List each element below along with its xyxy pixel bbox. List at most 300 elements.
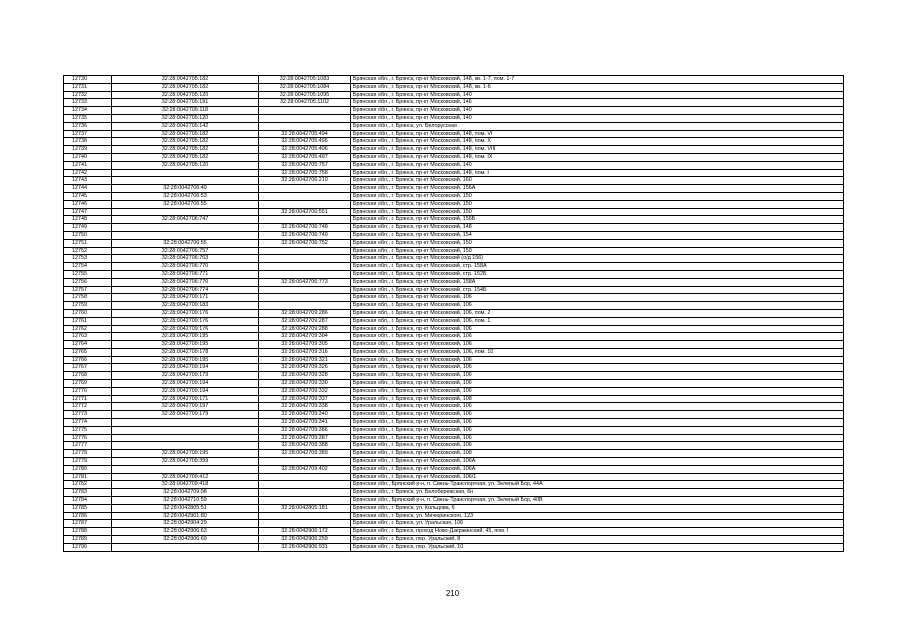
parcel-number-cell: 32:28:0042904:29 (112, 520, 259, 528)
address-cell: Брянская обл., г. Брянск, пр-кт Московский, 140 (351, 91, 844, 99)
row-number-cell: 12763 (64, 333, 112, 341)
table-row (64, 216, 844, 224)
object-number-cell: 32:28:0042706:748 (259, 224, 351, 232)
object-number-cell (259, 473, 351, 481)
object-number-cell: 32:28:0042706:752 (259, 239, 351, 247)
address-cell: Брянская обл., г. Брянск, пр-кт Московский, 106 (351, 302, 844, 310)
address-cell: Брянская обл., г. Брянск, пер. Уральский, 8 (351, 536, 844, 544)
table-row (64, 91, 844, 99)
address-cell: Брянская обл., г. Брянск, пр-кт Московский, 140 (351, 114, 844, 122)
address-cell: Брянская обл., г. Брянск, пр-кт Московский, 106, пом. 1 (351, 317, 844, 325)
table-row (64, 333, 844, 341)
object-number-cell (259, 263, 351, 271)
address-cell: Брянская обл., г. Брянск, пр-кт Московский, 106 (351, 380, 844, 388)
row-number-cell: 12761 (64, 317, 112, 325)
address-cell: Брянская обл., г. Брянск, ул. Кольцова, 6 (351, 504, 844, 512)
row-number-cell: 12774 (64, 419, 112, 427)
row-number-cell: 12757 (64, 286, 112, 294)
parcel-number-cell: 32:28:0042709:98 (112, 489, 259, 497)
object-number-cell: 32:28:0042706:551 (259, 208, 351, 216)
parcel-number-cell: 32:28:0042706:770 (112, 263, 259, 271)
object-number-cell: 32:28:0042705:1102 (259, 99, 351, 107)
address-cell: Брянская обл., г. Брянск, пр-кт Московский, 148, пом. I (351, 169, 844, 177)
object-number-cell: 32:28:0042705:495 (259, 138, 351, 146)
row-number-cell: 12768 (64, 372, 112, 380)
parcel-number-cell (112, 442, 259, 450)
parcel-number-cell (112, 169, 259, 177)
object-number-cell: 32:28:0042709:402 (259, 465, 351, 473)
table-row (64, 161, 844, 169)
address-cell: Брянская обл., г. Брянск, пр-кт Московский, 148, пом. IX (351, 153, 844, 161)
row-number-cell: 12739 (64, 146, 112, 154)
row-number-cell: 12746 (64, 200, 112, 208)
parcel-number-cell: 32:28:0042709:171 (112, 395, 259, 403)
row-number-cell: 12736 (64, 122, 112, 130)
address-cell: Брянская обл., г. Брянск, ул. Белорусская (351, 122, 844, 130)
address-cell: Брянская обл., г. Брянск, пр-кт Московский, 106А (351, 458, 844, 466)
parcel-number-cell (112, 177, 259, 185)
parcel-number-cell (112, 231, 259, 239)
parcel-number-cell: 32:28:0042706:55 (112, 239, 259, 247)
table-row (64, 426, 844, 434)
row-number-cell: 12755 (64, 270, 112, 278)
row-number-cell: 12737 (64, 130, 112, 138)
table-row (64, 309, 844, 317)
row-number-cell: 12785 (64, 504, 112, 512)
table-row (64, 239, 844, 247)
object-number-cell: 32:28:0042709:288 (259, 325, 351, 333)
object-number-cell (259, 294, 351, 302)
row-number-cell: 12783 (64, 489, 112, 497)
object-number-cell: 32:28:0042705:494 (259, 130, 351, 138)
table-row (64, 341, 844, 349)
object-number-cell (259, 247, 351, 255)
row-number-cell: 12745 (64, 192, 112, 200)
row-number-cell: 12770 (64, 387, 112, 395)
table-row (64, 255, 844, 263)
object-number-cell (259, 122, 351, 130)
address-cell: Брянская обл., г. Брянск, пр-кт Московский, 150 (351, 192, 844, 200)
row-number-cell: 12788 (64, 528, 112, 536)
table-row (64, 76, 844, 84)
parcel-number-cell: 32:28:0042709:178 (112, 348, 259, 356)
address-cell: Брянская обл., г. Брянск, пр-кт Московский, 106А (351, 465, 844, 473)
parcel-number-cell: 32:28:0042705:142 (112, 122, 259, 130)
object-number-cell: 32:28:0042906:172 (259, 528, 351, 536)
object-number-cell (259, 216, 351, 224)
table-row (64, 497, 844, 505)
row-number-cell: 12771 (64, 395, 112, 403)
address-cell: Брянская обл., г. Брянск, пр-кт Московский, 150 (351, 208, 844, 216)
object-number-cell: 32:28:0042705:1095 (259, 91, 351, 99)
object-number-cell (259, 302, 351, 310)
table-row (64, 325, 844, 333)
parcel-number-cell: 32:28:0042706:747 (112, 216, 259, 224)
parcel-number-cell: 32:28:0042706:763 (112, 255, 259, 263)
address-cell: Брянская обл., г. Брянск, пр-кт Московский, 156А (351, 185, 844, 193)
address-cell: Брянская обл., г. Брянск, пр-кт Московский, 160 (351, 177, 844, 185)
parcel-number-cell: 32:28:0042709:194 (112, 387, 259, 395)
row-number-cell: 12762 (64, 325, 112, 333)
row-number-cell: 12756 (64, 278, 112, 286)
parcel-number-cell: 32:28:0042705:182 (112, 146, 259, 154)
table-row (64, 200, 844, 208)
parcel-number-cell: 32:28:0042706:771 (112, 270, 259, 278)
table-row (64, 504, 844, 512)
object-number-cell: 32:28:0042705:1084 (259, 83, 351, 91)
parcel-number-cell: 32:28:0042705:182 (112, 153, 259, 161)
row-number-cell: 12775 (64, 426, 112, 434)
object-number-cell: 32:28:0042709:387 (259, 434, 351, 442)
object-number-cell (259, 255, 351, 263)
address-cell: Брянская обл., г. Брянск, пр-кт Московский, 148, пом. VI (351, 130, 844, 138)
parcel-number-cell: 32:28:0042709:183 (112, 302, 259, 310)
table-row (64, 99, 844, 107)
address-cell: Брянская обл., г. Брянск, пр-кт Московский, 106 (351, 442, 844, 450)
parcel-number-cell: 32:28:0042705:118 (112, 107, 259, 115)
address-cell: Брянская обл., г. Брянск, ул. Уральская, 106 (351, 520, 844, 528)
address-cell: Брянская обл., г. Брянск, пр-кт Московский, 150 (351, 247, 844, 255)
table-row (64, 364, 844, 372)
address-cell: Брянская обл., г. Брянск, пр-кт Московский, стр. 158А (351, 263, 844, 271)
parcel-number-cell: 32:28:0042901:80 (112, 512, 259, 520)
row-number-cell: 12749 (64, 224, 112, 232)
parcel-number-cell: 32:28:0042709:195 (112, 341, 259, 349)
table-row (64, 465, 844, 473)
parcel-number-cell (112, 419, 259, 427)
address-cell: Брянская обл., г. Брянск, пр-кт Московский, 148, пом. VIII (351, 146, 844, 154)
address-cell: Брянская обл., г. Брянск, пр-кт Московский, 150 (351, 239, 844, 247)
address-cell: Брянская обл., г. Брянск, проезд Ново-Дзержинский, 45, пом. I (351, 528, 844, 536)
address-cell: Брянская обл., г. Брянск, пр-кт Московский, стр. 154Б (351, 286, 844, 294)
table-row (64, 528, 844, 536)
object-number-cell (259, 481, 351, 489)
table-row (64, 419, 844, 427)
parcel-number-cell: 32:28:0042709:179 (112, 411, 259, 419)
row-number-cell: 12740 (64, 153, 112, 161)
object-number-cell (259, 270, 351, 278)
table-row (64, 442, 844, 450)
object-number-cell: 32:28:0042705:757 (259, 161, 351, 169)
address-cell: Брянская обл., г. Брянск, пр-кт Московский, 146 (351, 99, 844, 107)
address-cell: Брянская обл., г. Брянск, пр-кт Московский, 148, кв. 1-6 (351, 83, 844, 91)
table-row (64, 208, 844, 216)
table-row (64, 380, 844, 388)
parcel-number-cell: 32:28:0042709:195 (112, 356, 259, 364)
table-row (64, 130, 844, 138)
row-number-cell: 12743 (64, 177, 112, 185)
object-number-cell: 32:28:0042709:304 (259, 333, 351, 341)
table-row (64, 372, 844, 380)
row-number-cell: 12752 (64, 247, 112, 255)
table-row (64, 536, 844, 544)
row-number-cell: 12748 (64, 216, 112, 224)
row-number-cell: 12767 (64, 364, 112, 372)
row-number-cell: 12754 (64, 263, 112, 271)
object-number-cell: 32:28:0042706:773 (259, 278, 351, 286)
row-number-cell: 12730 (64, 76, 112, 84)
table-row (64, 481, 844, 489)
table-row (64, 107, 844, 115)
row-number-cell: 12742 (64, 169, 112, 177)
row-number-cell: 12777 (64, 442, 112, 450)
row-number-cell: 12731 (64, 83, 112, 91)
object-number-cell: 32:28:0042906:931 (259, 543, 351, 551)
object-number-cell (259, 192, 351, 200)
parcel-number-cell: 32:28:0042709:194 (112, 364, 259, 372)
object-number-cell (259, 107, 351, 115)
address-cell: Брянская обл., г. Брянск, пр-кт Московский, 106 (351, 364, 844, 372)
object-number-cell: 32:28:0042709:287 (259, 317, 351, 325)
row-number-cell: 12786 (64, 512, 112, 520)
row-number-cell: 12780 (64, 465, 112, 473)
parcel-number-cell: 32:28:0042906:69 (112, 536, 259, 544)
table-row (64, 302, 844, 310)
parcel-number-cell: 32:28:0042706:770 (112, 278, 259, 286)
parcel-number-cell: 32:28:0042709:399 (112, 458, 259, 466)
table-row (64, 473, 844, 481)
object-number-cell: 32:28:0042709:330 (259, 380, 351, 388)
address-cell: Брянская обл., г. Брянск, пр-кт Московский, 108 (351, 395, 844, 403)
parcel-number-cell: 32:28:0042705:120 (112, 91, 259, 99)
parcel-number-cell: 32:28:0042705:120 (112, 161, 259, 169)
parcel-number-cell: 32:28:0042709:179 (112, 372, 259, 380)
table-row (64, 434, 844, 442)
address-cell: Брянская обл., г. Брянск, пр-кт Московский, 158А (351, 278, 844, 286)
row-number-cell: 12787 (64, 520, 112, 528)
row-number-cell: 12773 (64, 411, 112, 419)
address-cell: Брянская обл., г. Брянск, ул. Мичюринского, 123 (351, 512, 844, 520)
cadastral-table (63, 75, 844, 552)
object-number-cell: 32:28:0042705:497 (259, 153, 351, 161)
parcel-number-cell (112, 543, 259, 551)
row-number-cell: 12781 (64, 473, 112, 481)
address-cell: Брянская обл., г. Брянск, пр-кт Московский, 106 (351, 294, 844, 302)
table-row (64, 83, 844, 91)
address-cell: Брянская обл., г. Брянск, пр-кт Московский, 140 (351, 161, 844, 169)
object-number-cell: 32:28:0042709:388 (259, 442, 351, 450)
object-number-cell: 32:28:0042709:337 (259, 395, 351, 403)
object-number-cell: 32:28:0042709:340 (259, 411, 351, 419)
object-number-cell: 32:28:0042709:389 (259, 450, 351, 458)
page-number: 210 (445, 589, 460, 598)
table-row (64, 278, 844, 286)
table-row (64, 520, 844, 528)
row-number-cell: 12734 (64, 107, 112, 115)
object-number-cell: 32:28:0042709:386 (259, 426, 351, 434)
row-number-cell: 12738 (64, 138, 112, 146)
parcel-number-cell (112, 426, 259, 434)
address-cell: Брянская обл., г. Брянск, пр-кт Московский, стр. 152Б (351, 270, 844, 278)
object-number-cell (259, 489, 351, 497)
row-number-cell: 12779 (64, 458, 112, 466)
address-cell: Брянская обл., г. Брянск, пр-кт Московский, 106 (351, 325, 844, 333)
parcel-number-cell: 32:28:0042705:191 (112, 99, 259, 107)
address-cell: Брянская обл., г. Брянск, пр-кт Московский, 106 (351, 356, 844, 364)
row-number-cell: 12759 (64, 302, 112, 310)
row-number-cell: 12760 (64, 309, 112, 317)
table-row (64, 450, 844, 458)
object-number-cell: 32:28:0042709:328 (259, 372, 351, 380)
address-cell: Брянская обл., г. Брянск, пр-кт Московский, 106 (351, 411, 844, 419)
parcel-number-cell: 32:28:0042709:171 (112, 294, 259, 302)
address-cell: Брянская обл., г. Брянск, пр-кт Московский, 108 (351, 450, 844, 458)
row-number-cell: 12751 (64, 239, 112, 247)
parcel-number-cell: 32:28:0042706:757 (112, 247, 259, 255)
row-number-cell: 12789 (64, 536, 112, 544)
object-number-cell: 32:28:0042705:496 (259, 146, 351, 154)
parcel-number-cell: 32:28:0042805:51 (112, 504, 259, 512)
parcel-number-cell: 32:28:0042906:63 (112, 528, 259, 536)
parcel-number-cell: 32:28:0042709:418 (112, 481, 259, 489)
parcel-number-cell: 32:28:0042709:195 (112, 450, 259, 458)
parcel-number-cell: 32:28:0042705:120 (112, 114, 259, 122)
table-row (64, 317, 844, 325)
table-row (64, 512, 844, 520)
object-number-cell (259, 200, 351, 208)
row-number-cell: 12766 (64, 356, 112, 364)
object-number-cell: 32:28:0042709:286 (259, 309, 351, 317)
table-row (64, 231, 844, 239)
table-row (64, 192, 844, 200)
address-cell: Брянская обл., г. Брянск, пр-кт Московский, 106/1 (351, 473, 844, 481)
address-cell: Брянская обл., г. Брянск, пр-кт Московский, 140 (351, 107, 844, 115)
parcel-number-cell: 32:28:0042705:182 (112, 138, 259, 146)
object-number-cell: 32:28:0042705:758 (259, 169, 351, 177)
table-row (64, 294, 844, 302)
table-row (64, 395, 844, 403)
table-row (64, 270, 844, 278)
table-row (64, 543, 844, 551)
parcel-number-cell: 32:28:0042706:49 (112, 185, 259, 193)
parcel-number-cell: 32:28:0042709:194 (112, 380, 259, 388)
parcel-number-cell: 32:28:0042706:53 (112, 192, 259, 200)
address-cell: Брянская обл., г. Брянск, пер. Уральский, 10 (351, 543, 844, 551)
address-cell: Брянская обл., г. Брянск, пр-кт Московский, 148, пом. X (351, 138, 844, 146)
address-cell: Брянская обл., г. Брянск, пр-кт Московский, 106 (351, 403, 844, 411)
address-cell: Брянская обл., г. Брянск, пр-кт Московский, 106 (351, 372, 844, 380)
object-number-cell: 32:28:0042709:305 (259, 341, 351, 349)
row-number-cell: 12769 (64, 380, 112, 388)
row-number-cell: 12790 (64, 543, 112, 551)
object-number-cell: 32:28:0042709:341 (259, 419, 351, 427)
row-number-cell: 12750 (64, 231, 112, 239)
table-row (64, 185, 844, 193)
address-cell: Брянская обл., г. Брянск, пр-кт Московский, 106 (351, 341, 844, 349)
parcel-number-cell: 32:28:0042709:176 (112, 325, 259, 333)
object-number-cell: 32:28:0042709:338 (259, 403, 351, 411)
table-row (64, 348, 844, 356)
object-number-cell (259, 512, 351, 520)
object-number-cell: 32:28:0042706:210 (259, 177, 351, 185)
address-cell: Брянская обл., г. Брянск, пр-кт Московский, 156Б (351, 216, 844, 224)
address-cell: Брянская обл., г. Брянск, ул. Белобережская, 6н (351, 489, 844, 497)
row-number-cell: 12741 (64, 161, 112, 169)
object-number-cell (259, 114, 351, 122)
row-number-cell: 12765 (64, 348, 112, 356)
table-row (64, 153, 844, 161)
object-number-cell (259, 458, 351, 466)
address-cell: Брянская обл., г. Брянск, пр-кт Московский, 150 (351, 200, 844, 208)
address-cell: Брянская обл., г. Брянск, пр-кт Московский, 106 (351, 333, 844, 341)
object-number-cell: 32:28:0042706:749 (259, 231, 351, 239)
row-number-cell: 12772 (64, 403, 112, 411)
table-row (64, 146, 844, 154)
parcel-number-cell: 32:28:0042709:176 (112, 317, 259, 325)
object-number-cell (259, 286, 351, 294)
row-number-cell: 12753 (64, 255, 112, 263)
table-body (64, 76, 844, 552)
table-row (64, 177, 844, 185)
parcel-number-cell (112, 208, 259, 216)
address-cell: Брянская обл., г. Брянск, пр-кт Московский, 106 (351, 387, 844, 395)
table-row (64, 224, 844, 232)
parcel-number-cell: 32:28:0042706:55 (112, 200, 259, 208)
parcel-number-cell (112, 465, 259, 473)
object-number-cell: 32:28:0042805:181 (259, 504, 351, 512)
parcel-number-cell: 32:28:0042705:182 (112, 130, 259, 138)
row-number-cell: 12733 (64, 99, 112, 107)
row-number-cell: 12747 (64, 208, 112, 216)
parcel-number-cell: 32:28:0042709:197 (112, 403, 259, 411)
parcel-number-cell: 32:28:0042706:774 (112, 286, 259, 294)
table-row (64, 403, 844, 411)
address-cell: Брянская обл., Брянский р-н, п. Свень-Транспортная, ул. Зеленый Бор, 44А (351, 481, 844, 489)
object-number-cell (259, 185, 351, 193)
row-number-cell: 12735 (64, 114, 112, 122)
address-cell: Брянская обл., г. Брянск, пр-кт Московский, 106 (351, 426, 844, 434)
parcel-number-cell: 32:28:0042709:176 (112, 309, 259, 317)
object-number-cell: 32:28:0042709:321 (259, 356, 351, 364)
table-row (64, 247, 844, 255)
address-cell: Брянская обл., г. Брянск, пр-кт Московский, 106, пом. 2 (351, 309, 844, 317)
row-number-cell: 12782 (64, 481, 112, 489)
table-row (64, 114, 844, 122)
address-cell: Брянская обл., г. Брянск, пр-кт Московский (о/д 156) (351, 255, 844, 263)
object-number-cell: 32:28:0042709:332 (259, 387, 351, 395)
table-row (64, 122, 844, 130)
address-cell: Брянская обл., г. Брянск, пр-кт Московский, 106 (351, 434, 844, 442)
parcel-number-cell: 32:28:0042710:59 (112, 497, 259, 505)
address-cell: Брянская обл., г. Брянск, пр-кт Московский, 148, кв. 1-7, пом. 1-7 (351, 76, 844, 84)
row-number-cell: 12744 (64, 185, 112, 193)
parcel-number-cell: 32:28:0042705:182 (112, 76, 259, 84)
table-row (64, 263, 844, 271)
address-cell: Брянская обл., Брянский р-н, п. Свень-Транспортная, ул. Зеленый Бор, 40В (351, 497, 844, 505)
table-row (64, 169, 844, 177)
row-number-cell: 12732 (64, 91, 112, 99)
address-cell: Брянская обл., г. Брянск, пр-кт Московский, 148 (351, 224, 844, 232)
row-number-cell: 12778 (64, 450, 112, 458)
object-number-cell: 32:28:0042906:259 (259, 536, 351, 544)
table-row (64, 458, 844, 466)
object-number-cell: 32:28:0042705:1083 (259, 76, 351, 84)
table-row (64, 286, 844, 294)
row-number-cell: 12784 (64, 497, 112, 505)
object-number-cell (259, 497, 351, 505)
address-cell: Брянская обл., г. Брянск, пр-кт Московский, 106 (351, 419, 844, 427)
table-row (64, 411, 844, 419)
table-row (64, 387, 844, 395)
parcel-number-cell: 32:28:0042705:182 (112, 83, 259, 91)
parcel-number-cell: 32:28:0042709:195 (112, 333, 259, 341)
parcel-number-cell: 32:28:0042709:412 (112, 473, 259, 481)
object-number-cell (259, 520, 351, 528)
parcel-number-cell (112, 224, 259, 232)
parcel-number-cell (112, 434, 259, 442)
row-number-cell: 12758 (64, 294, 112, 302)
object-number-cell: 32:28:0042709:326 (259, 364, 351, 372)
